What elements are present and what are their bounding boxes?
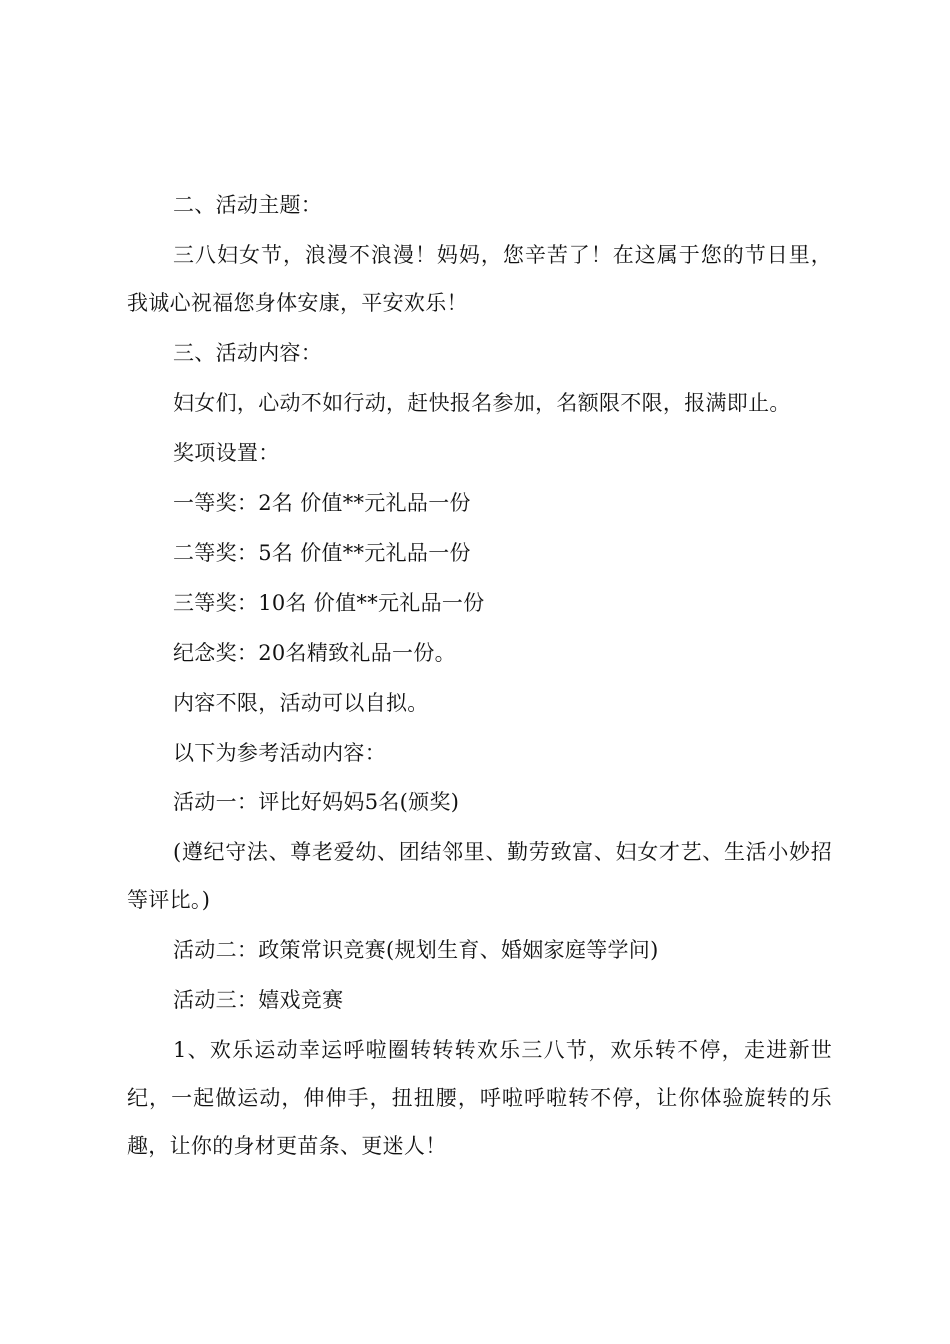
- activity-one-criteria: (遵纪守法、尊老爱幼、团结邻里、勤劳致富、妇女才艺、生活小妙招等评比。): [127, 840, 832, 912]
- paragraph-theme: 三八妇女节，浪漫不浪漫！妈妈，您辛苦了！在这属于您的节日里，我诚心祝福您身体安康，平安欢乐！: [127, 243, 832, 315]
- paragraph-reference: 以下为参考活动内容：: [173, 741, 386, 765]
- paragraph-signup: 妇女们，心动不如行动，赶快报名参加，名额限不限，报满即止。: [173, 391, 791, 415]
- award-second: 二等奖：5名 价值**元礼品一份: [173, 541, 471, 565]
- award-memorial: 纪念奖：20名精致礼品一份。: [173, 641, 456, 665]
- paragraph-content-open: 内容不限，活动可以自拟。: [173, 691, 429, 715]
- paragraph-awards-heading: 奖项设置：: [173, 441, 280, 465]
- activity-three: 活动三：嬉戏竞赛: [173, 988, 344, 1012]
- award-first: 一等奖：2名 价值**元礼品一份: [173, 491, 471, 515]
- section-heading-theme: 二、活动主题：: [173, 193, 323, 217]
- activity-one: 活动一：评比好妈妈5名(颁奖): [173, 790, 460, 814]
- paragraph-hula-hoop: 1、欢乐运动幸运呼啦圈转转转欢乐三八节，欢乐转不停，走进新世纪，一起做运动，伸伸手，扭扭腰，呼啦呼啦转不停，让你体验旋转的乐趣，让你的身材更苗条、更迷人！: [127, 1038, 832, 1158]
- award-third: 三等奖：10名 价值**元礼品一份: [173, 591, 485, 615]
- section-heading-content: 三、活动内容：: [173, 341, 323, 365]
- activity-two: 活动二：政策常识竞赛(规划生育、婚姻家庭等学问): [173, 938, 659, 962]
